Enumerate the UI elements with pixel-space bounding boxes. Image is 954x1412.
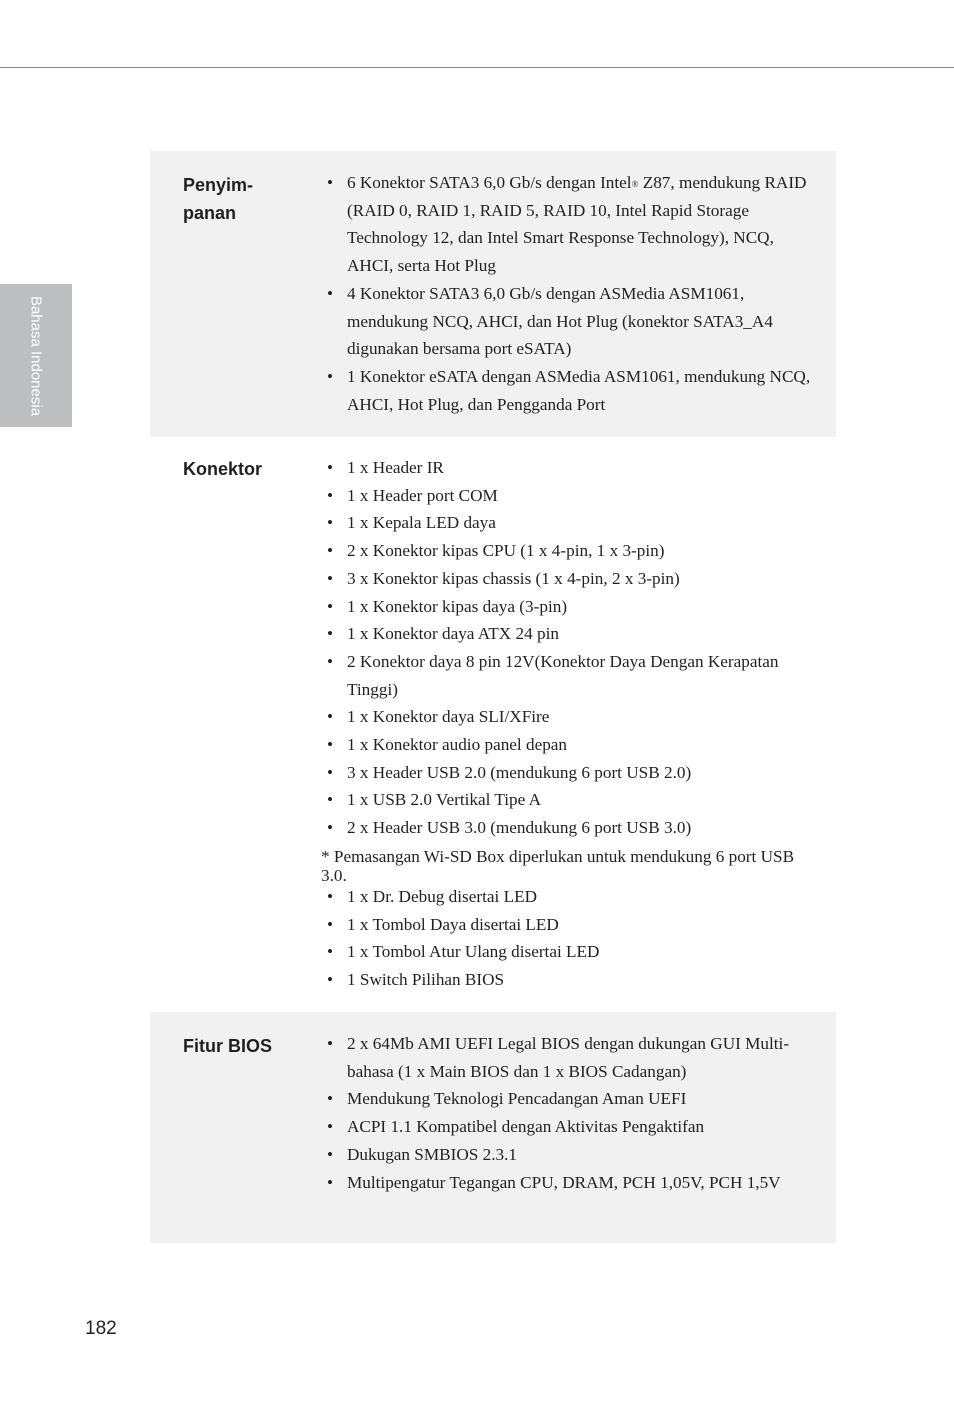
bios-section xyxy=(150,1012,836,1243)
list-item: • 4 Konektor SATA3 6,0 Gb/s dengan ASMedia ASM1061, mendukung NCQ, AHCI, dan Hot Plug (konektor SATA3_A4 digunakan bersama port eSATA) xyxy=(347,280,816,363)
page-number: 182 xyxy=(85,1318,117,1339)
list-item: • 3 x Header USB 2.0 (mendukung 6 port USB 2.0) xyxy=(347,759,816,787)
list-item: • 1 x Konektor daya ATX 24 pin xyxy=(347,620,816,648)
list-item: • Mendukung Teknologi Pencadangan Aman UEFI xyxy=(347,1085,816,1113)
side-tab-label: Bahasa Indonesia xyxy=(27,295,45,416)
list-item: • 1 x Dr. Debug disertai LED xyxy=(347,883,816,911)
connector-list xyxy=(347,454,816,842)
bios-label: Fitur BIOS xyxy=(183,1036,272,1056)
list-item: • Multipengatur Tegangan CPU, DRAM, PCH 1,05V, PCH 1,5V xyxy=(347,1169,816,1197)
bios-list xyxy=(347,1030,816,1196)
list-item: • 1 x Konektor audio panel depan xyxy=(347,731,816,759)
list-item: • 2 x Header USB 3.0 (mendukung 6 port USB 3.0) xyxy=(347,814,816,842)
list-item: • 2 x Konektor kipas CPU (1 x 4-pin, 1 x 3-pin) xyxy=(347,537,816,565)
list-item: • ACPI 1.1 Kompatibel dengan Aktivitas Pengaktifan xyxy=(347,1113,816,1141)
storage-label: Penyim- panan xyxy=(183,175,254,223)
list-item: • 1 x Konektor kipas daya (3-pin) xyxy=(347,593,816,621)
list-item: • 1 x Kepala LED daya xyxy=(347,509,816,537)
list-item: • 1 x Header port COM xyxy=(347,482,816,510)
storage-section xyxy=(150,151,836,437)
list-item: • 1 x Tombol Daya disertai LED xyxy=(347,911,816,939)
connector-label: Konektor xyxy=(183,459,263,479)
list-item: • 1 Konektor eSATA dengan ASMedia ASM1061, mendukung NCQ, AHCI, Hot Plug, dan Pengganda Port xyxy=(347,363,816,418)
connector-list-2 xyxy=(347,883,816,994)
list-item: • 2 Konektor daya 8 pin 12V(Konektor Daya Dengan Kerapatan Tinggi) xyxy=(347,648,816,703)
list-item: • 1 x Header IR xyxy=(347,454,816,482)
list-item: • 1 x USB 2.0 Vertikal Tipe A xyxy=(347,786,816,814)
usb-note: * Pemasangan Wi-SD Box diperlukan untuk mendukung 6 port USB 3.0. xyxy=(321,847,795,885)
connector-section xyxy=(150,437,836,1012)
list-item: • Dukugan SMBIOS 2.3.1 xyxy=(347,1141,816,1169)
storage-list xyxy=(347,169,816,418)
header-rule xyxy=(0,67,954,68)
side-language-tab xyxy=(0,284,72,427)
list-item: • 6 Konektor SATA3 6,0 Gb/s dengan Intel® Z87, mendukung RAID (RAID 0, RAID 1, RAID 5, RAID 10, Intel Rapid Storage Technology 12, dan Intel Smart Response Technology), NCQ, AHCI, serta Hot Plug xyxy=(347,169,816,280)
list-item: • 2 x 64Mb AMI UEFI Legal BIOS dengan dukungan GUI Multi-bahasa (1 x Main BIOS dan 1 x BIOS Cadangan) xyxy=(347,1030,816,1085)
list-item: • 1 Switch Pilihan BIOS xyxy=(347,966,816,994)
list-item: • 1 x Konektor daya SLI/XFire xyxy=(347,703,816,731)
list-item: • 1 x Tombol Atur Ulang disertai LED xyxy=(347,938,816,966)
list-item: • 3 x Konektor kipas chassis (1 x 4-pin, 2 x 3-pin) xyxy=(347,565,816,593)
